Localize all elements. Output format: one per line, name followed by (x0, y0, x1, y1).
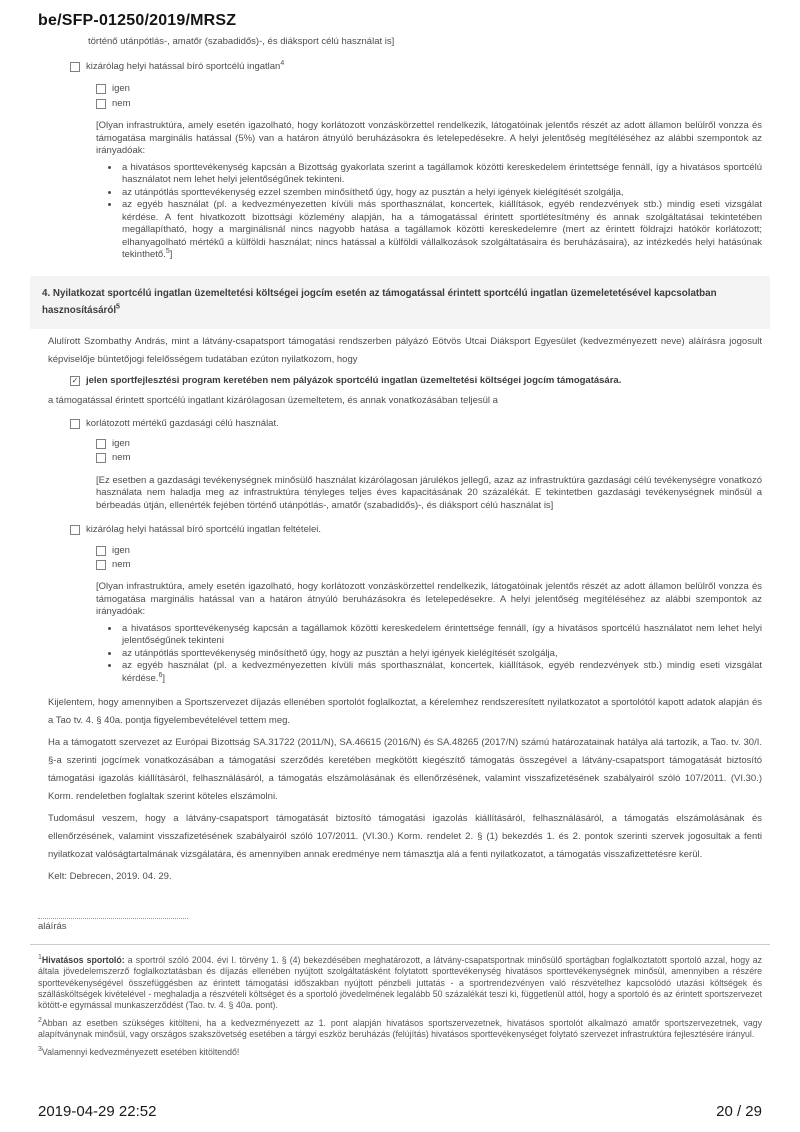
checkbox-row-nem-palyazok[interactable] (70, 375, 762, 387)
checkbox-label: nem (112, 558, 131, 570)
checkbox-label: kizárólag helyi hatással bíró sportcélú ingatlan$^4$ (86, 59, 285, 72)
bullet-list (96, 162, 762, 262)
paragraph-ha-tamogatott: Ha a támogatott szervezet az Európai Bizottság SA.31722 (2011/N), SA.46615 (2016/N) és SA.48265 (2017/N) számú határozatainak hatálya alá tartozik, a Tao. tv. 30/I. §-a szerinti jogcímek vonatkozásában a támogatási szerződés keretében megkötött kiegészítő támogatás összegével a látvány-csapatsport támogatását biztosító támogatási igazolás kiállításáról, felhasználásáról, a támogatás elszámolásának és ellenőrzésének, valamint visszafizetésének szabályairól szóló 107/2011. (VI.30.) Korm. rendeletben foglaltak szerint köteles elszámolni. (48, 736, 762, 802)
checkbox-row-feltetelei[interactable] (70, 524, 762, 536)
paragraph-tudomasul: Tudomásul veszem, hogy a látvány-csapatsport támogatását biztosító támogatási igazolás kiállításáról, felhasználásáról, a támogatás elszámolásának és ellenőrzésének, valamint visszafizetésének szabályairól szóló 107/2011. (VI.30.) Korm. rendelet 2. § (1) bekezdés 1. és 2. pontok szerinti szervek jogosultak a fenti nyilatkozat valóságtartalmának vizsgálatára, és amennyiben annak eredménye nem támasztja alá a fenti nyilatkozatot, a támogatás visszafizettetésre kerül. (48, 812, 762, 860)
checkbox-unchecked-icon[interactable] (70, 525, 80, 535)
paragraph-kijelentem: Kijelentem, hogy amennyiben a Sportszervezet díjazás ellenében sportolót foglalkoztat, a kérelemhez rendszeresített nyilatkozatot a sportolótól kapott adatok alapján és a Tao tv. 4. § 40a. pontja figyelembevételével tettem meg. (48, 696, 762, 726)
checkbox-label: jelen sportfejlesztési program keretében nem pályázok sportcélú ingatlan üzemeltetési költségei jogcím támogatására. (86, 375, 622, 387)
checkbox-label: nem (112, 452, 131, 464)
checkbox-label: korlátozott mértékű gazdasági célú használat. (86, 417, 279, 429)
checkbox-label: kizárólag helyi hatással bíró sportcélú ingatlan feltételei. (86, 524, 321, 536)
checkbox-row-kizarolag-ingatlan[interactable] (70, 61, 762, 73)
page-title: be/SFP-01250/2019/MRSZ (38, 12, 237, 29)
checkbox-row-korlatozott[interactable] (70, 418, 762, 430)
footnote-ref: 6 (158, 671, 163, 679)
checkbox-unchecked-icon[interactable] (70, 62, 80, 72)
checkbox-unchecked-icon[interactable] (70, 419, 80, 429)
checkbox-label: igen (112, 544, 130, 556)
signature-label: aláírás (38, 920, 67, 932)
checkbox-row-nem[interactable] (96, 98, 762, 110)
checkbox-unchecked-icon[interactable] (96, 99, 106, 109)
checkbox-row-igen[interactable] (96, 83, 762, 95)
checkbox-checked-icon[interactable]: ✓ (71, 376, 79, 386)
bullet-item: • az utánpótlás sporttevékenység ezzel szemben minősíthető úgy, hogy az pusztán a helyi igények kielégítését szolgálja, (120, 187, 762, 200)
paragraph-tamogatassal: a támogatással érintett sportcélú ingatlant kizárólagosan üzemeltetem, és annak vonatkozásában teljesül a (48, 394, 498, 406)
footnote-marker: 3 (38, 1045, 42, 1053)
section-4-header: 4. Nyilatkozat sportcélú ingatlan üzemeltetési költségei jogcím esetén az támogatással érintett sportcélú ingatlan üzemeletetésével kapcsolatban hasznosításáról$^5$ (30, 276, 770, 329)
bullet-item: • a hivatásos sporttevékenység kapcsán a Bizottság gyakorlata szerint a tagállamok közötti kereskedelem érintettsége fennáll, így a hivatásos sportcélú használatot nem lehet helyi jelentőségűnek tekinteni. (120, 162, 762, 187)
checkbox-unchecked-icon[interactable] (96, 546, 106, 556)
checkbox-unchecked-icon[interactable] (96, 84, 106, 94)
footnote-ref: 4 (280, 59, 285, 67)
footnote-ref: 5 (165, 248, 170, 256)
footnote-3: $^3$Valamennyi kedvezményezett esetében kitöltendő! (38, 1045, 240, 1057)
checkbox-row-igen[interactable] (96, 545, 762, 557)
checkbox-unchecked-icon[interactable] (96, 453, 106, 463)
footer-timestamp: 2019-04-29 22:52 (38, 1103, 157, 1120)
bullet-list (96, 623, 762, 686)
page-footer (38, 1103, 762, 1120)
footer-page-number: 20 / 29 (716, 1103, 762, 1120)
checkbox-unchecked-icon[interactable] (96, 439, 106, 449)
footnote-divider (30, 944, 770, 945)
bullet-item: • az egyéb használat (pl. a kedvezményezetten kívüli más sporthasználat, koncertek, kiállítások, egyéb rendezvények stb.) mindig eseti vizsgálat kérdése.$^6$] (120, 660, 762, 685)
bullet-item: • az egyéb használat (pl. a kedvezményezetten kívüli más sporthasználat, koncertek, kiállítások, egyéb rendezvények stb.) mindig eseti vizsgálat kérdése. A fent hivatkozott bizottsági közlemény alapján, ha a támogatással érintett sportlétesítmény és annak szolgáltatásai tekintetében megállapítható, hogy a marginálisnál nincs nagyobb hatása a tagállamok közötti kereskedelemre (mert az érintett földrajzi hatókör korlátozott; elhanyagolható mértékű a külföldi használat; nincs hatással a külföldi vállalkozások szolgáltatásaira és beruházásaira), az intézkedés helyi hatásúnak tekinthető.$^5$] (120, 199, 762, 262)
checkbox-unchecked-icon[interactable] (96, 560, 106, 570)
bracket-note-ez-esetben: [Ez esetben a gazdasági tevékenységnek minősülő használat kizárólagosan járulékos jellegű, azaz az infrastruktúra gazdasági célú tevékenységre vonatkozó használata nem haladja meg az infrastruktúra tényleges teljes éves kapacitásának 20 százalékát. E tekintetben gazdasági tevékenységnek minősül a bérbeadás útján, ellenérték fejében történő utánpótlás-, amatőr (szabadidős)-, és diáksport célú használat is] (96, 474, 762, 511)
bracket-note-olyan-1: [Olyan infrastruktúra, amely esetén igazolható, hogy korlátozott vonzáskörzettel rendelkezik, látogatóinak jelentős részét az adott államon belülről vonzza és támogatása marginális hatással (5%) van a határon átnyúló beruházásokra és letelepedésekre. A helyi jelentőség megítéléséhez az alábbi szempontok az irányadóak: (96, 120, 762, 157)
bracket-note-olyan-2: [Olyan infrastruktúra, amely esetén igazolható, hogy korlátozott vonzáskörzettel rendelkezik, látogatóinak jelentős részét az adott államon belülről vonzza és támogatása marginális hatással van a határon átnyúló beruházásokra és letelepedésekre. A helyi jelentőség megítéléséhez az alábbi szempontok az irányadóak: (96, 581, 762, 618)
date-place-line: Kelt: Debrecen, 2019. 04. 29. (48, 870, 172, 882)
checkbox-row-nem[interactable] (96, 559, 762, 571)
footnote-marker: 1 (38, 953, 42, 961)
checkbox-label: igen (112, 83, 130, 95)
checkbox-row-nem[interactable] (96, 452, 762, 464)
signature-line (38, 902, 188, 919)
footnote-marker: 2 (38, 1016, 42, 1024)
paragraph-alulirott: Alulírott Szombathy András, mint a látvány-csapatsport támogatási rendszerben pályázó Eötvös Utcai Diáksport Egyesület (kedvezményezett neve) aláírásra jogosult képviselője büntetőjogi felelősségem tudatában ezúton nyilatkozom, hogy (48, 336, 762, 366)
bullet-item: • a hivatásos sporttevékenység kapcsán a tagállamok közötti kereskedelem érintettsége fennáll, így a hivatásos sportcélú használatot nem lehet helyi jelentőségűnek tekinteni (120, 623, 762, 648)
footnote-ref: 5 (116, 303, 120, 311)
bullet-item: • az utánpótlás sporttevékenység minősíthető úgy, hogy az pusztán a helyi igények kielégítését szolgálja, (120, 648, 762, 661)
checkbox-label: igen (112, 437, 130, 449)
checkbox-row-igen[interactable] (96, 438, 762, 450)
bracket-continuation-text: történő utánpótlás-, amatőr (szabadidős)-, és diáksport célú használat is] (88, 36, 395, 47)
footnote-2: $^2$Abban az esetben szükséges kitölteni, ha a kedvezményezett az 1. pont alapján hivatásos sportszervezetnek, hivatásos sportolót alkalmazó amatőr sportszervezetnek, vagy alapítványnak minősül, vagy országos szakszövetség esetében a tárgyi eszköz beruházás (felújítás) hivatásos sporttevékenységet folytató szervezet infrastruktúra fejlesztésére irányul. (38, 1016, 762, 1040)
footnote-1: $^1$Hivatásos sportoló: a sportról szóló 2004. évi I. törvény 1. § (4) bekezdésében meghatározott, a látvány-csapatsportnak minősülő sportágban foglalkoztatott sportoló azzal, hogy az általa jövedelemszerző foglalkoztatásban és díjazás ellenében nyújtott szolgáltatásként folytatott sporttevékenység hivatásos sporttevékenységnek minősül, amennyiben a részére sporttevékenységével összefüggésben az érintett támogatási időszakban nyújtott pénzbeli juttatás - a sportrendezvényen való részvételhez kapcsolódó utazási költségek és szállásköltségek kivételével - meghaladja a részvételi költséget és a sportoló jövedelmének legalább 50 százalékát teszi ki, függetlenül attól, hogy a sportoló és az érintett sportszervezet kötött-e egymással munkaszerződést (Tao. tv. 4. § 40a. pont). (38, 953, 762, 1011)
checkbox-label: nem (112, 97, 131, 109)
